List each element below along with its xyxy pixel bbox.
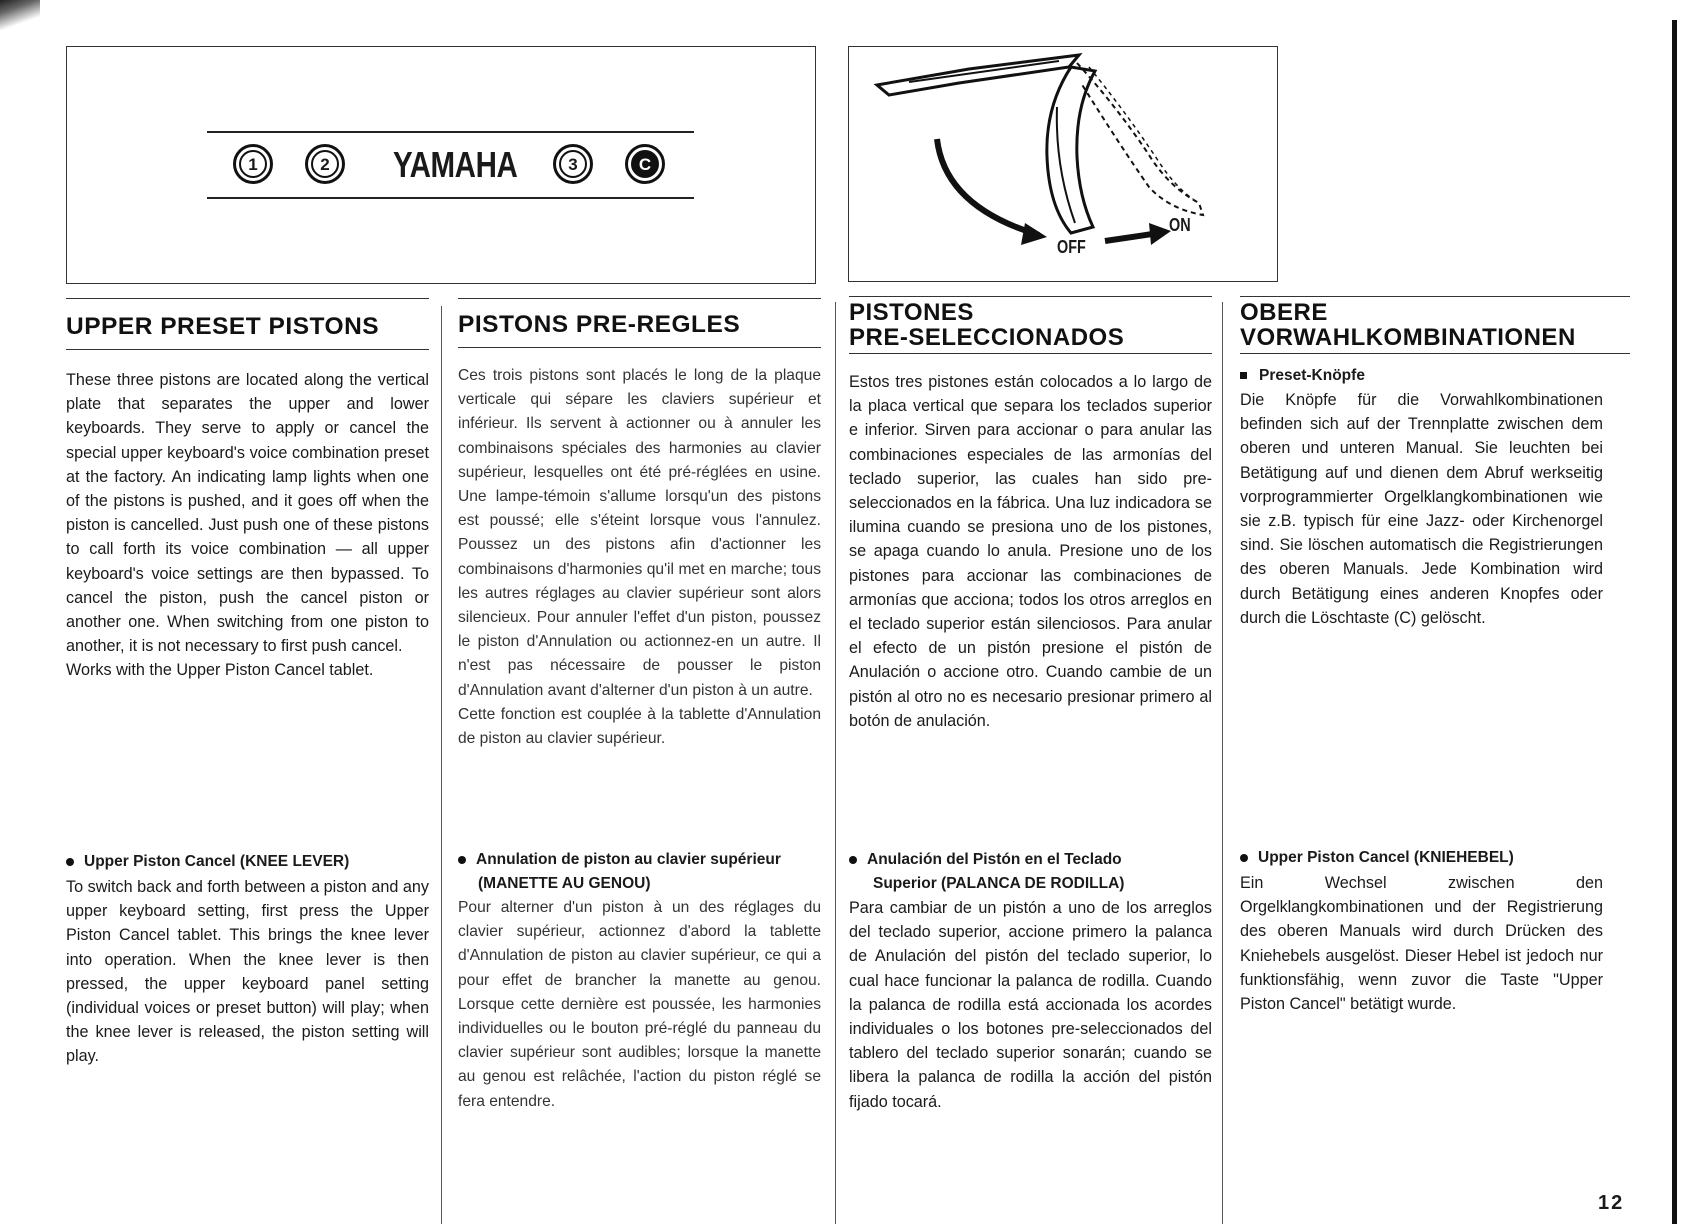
heading-block bbox=[458, 298, 821, 348]
plate-bottom-line bbox=[207, 197, 694, 199]
section-title-line-2: PRE-SELECCIONADOS bbox=[849, 324, 1125, 351]
off-label: OFF bbox=[1057, 237, 1086, 257]
sub-heading: Upper Piston Cancel (KNEE LEVER) bbox=[66, 850, 429, 874]
body-text-2: Cette fonction est couplée à la tablette d'Annulation de piston au clavier supérieur. bbox=[458, 705, 821, 748]
bullet-square bbox=[1240, 372, 1247, 379]
sub-body-text: Pour alterner d'un piston à un des réglages du clavier supérieur, actionnez d'abord la tablette d'Annulation de piston au clavier supérieur, ce qui a pour effet de brancher la manette au genou. Lorsque cette dernière est poussée, les harmonies individuelles ou le bouton pré-réglé du panneau du clavier supérieur sont audibles; lorsque la manette au genou est relâchée, l'action du piston réglé se fera entendre. bbox=[458, 899, 821, 1110]
page-number: 12 bbox=[1598, 1192, 1625, 1214]
piston-plate-figure bbox=[66, 46, 816, 284]
section-title-line-1: OBERE bbox=[1240, 299, 1328, 326]
piston-button-1: 1 bbox=[233, 144, 273, 184]
body-text-2: Works with the Upper Piston Cancel tablet. bbox=[66, 661, 374, 680]
section-title: PISTONS PRE-REGLES bbox=[458, 311, 741, 338]
knee-lever-figure bbox=[848, 46, 1278, 282]
heading-block bbox=[66, 298, 429, 350]
column-divider-1 bbox=[441, 306, 442, 1224]
scan-right-edge bbox=[1672, 20, 1677, 1224]
column-german bbox=[1240, 296, 1630, 1014]
section-title: UPPER PRESET PISTONS bbox=[66, 313, 380, 340]
piston-button-cancel: C bbox=[625, 144, 665, 184]
body-text: Die Knöpfe für die Vorwahlkombinationen befinden sich auf der Trennplatte zwischen dem oberen und unteren Manual. Sie leuchten bei Betätigung auf und dienen dem Abruf werkseitig vorprogrammierter Orgelklangkombinationen wie sie z.B. typisch für eine Jazz- oder Kirchenorgel sind. Sie löschen automatisch die Registrierungen des oberen Manuals. Jede Kombination wird durch Betätigung eines anderen Knopfes oder durch die Löschtaste (C) gelöscht. bbox=[1240, 391, 1603, 627]
column-spanish bbox=[849, 296, 1212, 1111]
body-text: Ces trois pistons sont placés le long de la plaque verticale qui sépare les claviers supérieur et inférieur. Ils servent à actionner ou à annuler les combinaisons spéciales des harmonies au clavier supérieur, lesquelles ont été pré-réglées en usine. Une lampe-témoin s'allume lorsqu'un des pistons est poussé; elle s'éteint lorsque vous l'annulez. Poussez un des pistons afin d'actionner les combinaisons d'harmonies qu'il met en marche; tous les autres réglages au clavier supérieur sont alors silencieux. Pour annuler l'effet d'un piston, poussez le piston d'Annulation ou actionnez-en un autre. Il n'est pas nécessaire de pousser le piston d'Annulation avant d'alterner d'un piston à un autre. bbox=[458, 367, 821, 699]
plate-top-line bbox=[207, 131, 694, 133]
heading-block bbox=[1240, 296, 1630, 354]
body-text: These three pistons are located along the vertical plate that separates the upper and lower keyboards. They serve to apply or cancel the special upper keyboard's voice combination preset at the factory. An indicating lamp lights when one of the pistons is pushed, and it goes off when the piston is cancelled. Just push one of these pistons to call forth its voice combination — all upper keyboard's voice settings are then bypassed. To cancel the piston, push the cancel piston or another one. When switching from one piston to another, it is not necessary to first push cancel. bbox=[66, 371, 429, 656]
bullet-dot bbox=[849, 856, 857, 864]
sub-body-text: Para cambiar de un pistón a uno de los arreglos del teclado superior, accione primero la palanca de Anulación del pistón del teclado superior, lo cual hace funcionar la palanca de rodilla. Cuando la palanca de rodilla está accionada los acordes individuales o los botones pre-seleccionados del tablero del teclado superior sonarán; cuando se libera la palanca de rodilla la acción del pistón fijado tocará. bbox=[849, 899, 1212, 1111]
column-divider-3 bbox=[1222, 302, 1223, 1224]
yamaha-logo: YAMAHA bbox=[393, 144, 518, 185]
section-title-line-1: PISTONES bbox=[849, 299, 974, 326]
sub-heading: Upper Piston Cancel (KNIEHEBEL) bbox=[1240, 846, 1603, 870]
scan-corner-artifact bbox=[0, 0, 40, 30]
bullet-dot bbox=[1240, 854, 1248, 862]
sub-body-text: To switch back and forth between a piston and any upper keyboard setting, first press the Upper Piston Cancel tablet. This brings the knee lever into operation. When the knee lever is then pressed, the upper keyboard panel setting (individual voices or preset button) will play; when the knee lever is released, the piston setting will play. bbox=[66, 878, 429, 1066]
column-french bbox=[458, 298, 821, 1110]
column-english bbox=[66, 298, 429, 1066]
piston-button-2: 2 bbox=[305, 144, 345, 184]
bullet-heading: Preset-Knöpfe bbox=[1240, 364, 1630, 388]
sub-body-text: Ein Wechsel zwischen den Orgelklangkombinationen und der Registrierung des oberen Manuals wird durch Drücken des Kniehebels ausgelöst. Dieser Hebel ist jedoch nur funktionsfähig, wenn zuvor die Taste "Upper Piston Cancel" betätigt wurde. bbox=[1240, 874, 1603, 1014]
column-divider-2 bbox=[835, 302, 836, 1224]
bullet-dot bbox=[458, 856, 466, 864]
sub-heading: Anulación del Pistón en el Teclado Superior (PALANCA DE RODILLA) bbox=[849, 848, 1212, 896]
piston-button-3: 3 bbox=[553, 144, 593, 184]
sub-heading: Annulation de piston au clavier supérieur (MANETTE AU GENOU) bbox=[458, 848, 821, 896]
bullet-dot bbox=[66, 858, 74, 866]
heading-block bbox=[849, 296, 1212, 354]
on-label: ON bbox=[1169, 215, 1191, 235]
body-text: Estos tres pistones están colocados a lo largo de la placa vertical que separa los teclados superior e inferior. Sirven para accionar o para anular las combinaciones especiales de las armonías del teclado superior, las cuales han sido pre-seleccionados en la fábrica. Una luz indicadora se ilumina cuando se presiona uno de los pistones, se apaga cuando lo anula. Presione uno de los pistones para accionar las combinaciones de armonías que acciona; todos los otros arreglos en el teclado superior están silenciosos. Para anular el efecto de un pistón presione el pistón de Anulación o accione otro. Cuando cambie de un pistón al otro no es necesario presionar primero al botón de anulación. bbox=[849, 373, 1212, 730]
section-title-line-2: VORWAHLKOMBINATIONEN bbox=[1240, 324, 1576, 351]
